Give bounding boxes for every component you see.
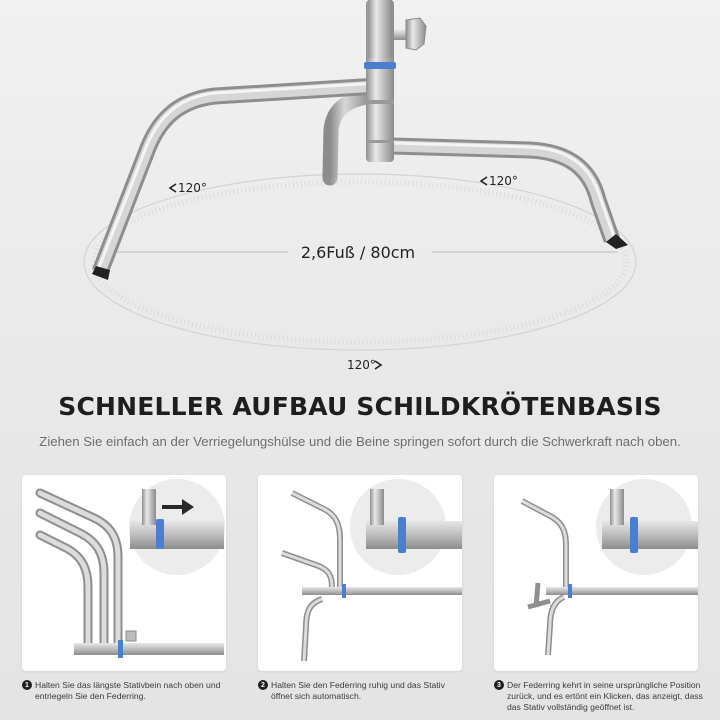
step-caption-3 [494,680,714,713]
opening-stand-illustration [258,475,462,671]
angle-left-label: 120° [178,181,207,195]
step-card-2 [258,475,462,671]
step-number-3: 3 [494,680,504,690]
step-caption-2 [258,680,462,702]
page-headline: SCHNELLER AUFBAU SCHILDKRÖTENBASIS [58,392,662,421]
leg-span-label: 2,6Fuß / 80cm [300,243,416,262]
page-subline: Ziehen Sie einfach an der Verriegelungshülse und die Beine springen sofort durch die Schwerkraft nach oben. [39,434,681,449]
step-caption-1 [22,680,232,702]
lock-knob-icon [394,18,426,50]
angle-right-label: 120° [489,174,518,188]
step-card-1 [22,475,226,671]
angle-left-arrow-icon [170,184,176,192]
open-stand-illustration [494,475,698,671]
locking-sleeve-ring [364,62,396,69]
step-text-1: Halten Sie das längste Stativbein nach oben und entriegeln Sie den Federring. [35,680,221,701]
step-number-2: 2 [258,680,268,690]
folded-stand-illustration [22,475,226,671]
rotation-ellipse [84,174,636,350]
angle-bottom-label: 120° [347,358,376,372]
step-text-3: Der Federring kehrt in seine ursprüngliche Position zurück, und es ertönt ein Klicken, das anzeigt, dass das Stativ vollständig geöffnet ist. [507,680,703,712]
step-number-1: 1 [22,680,32,690]
step-text-2: Halten Sie den Federring ruhig und das Stativ öffnet sich automatisch. [271,680,445,701]
step-card-3 [494,475,698,671]
angle-right-arrow-icon [481,177,487,185]
